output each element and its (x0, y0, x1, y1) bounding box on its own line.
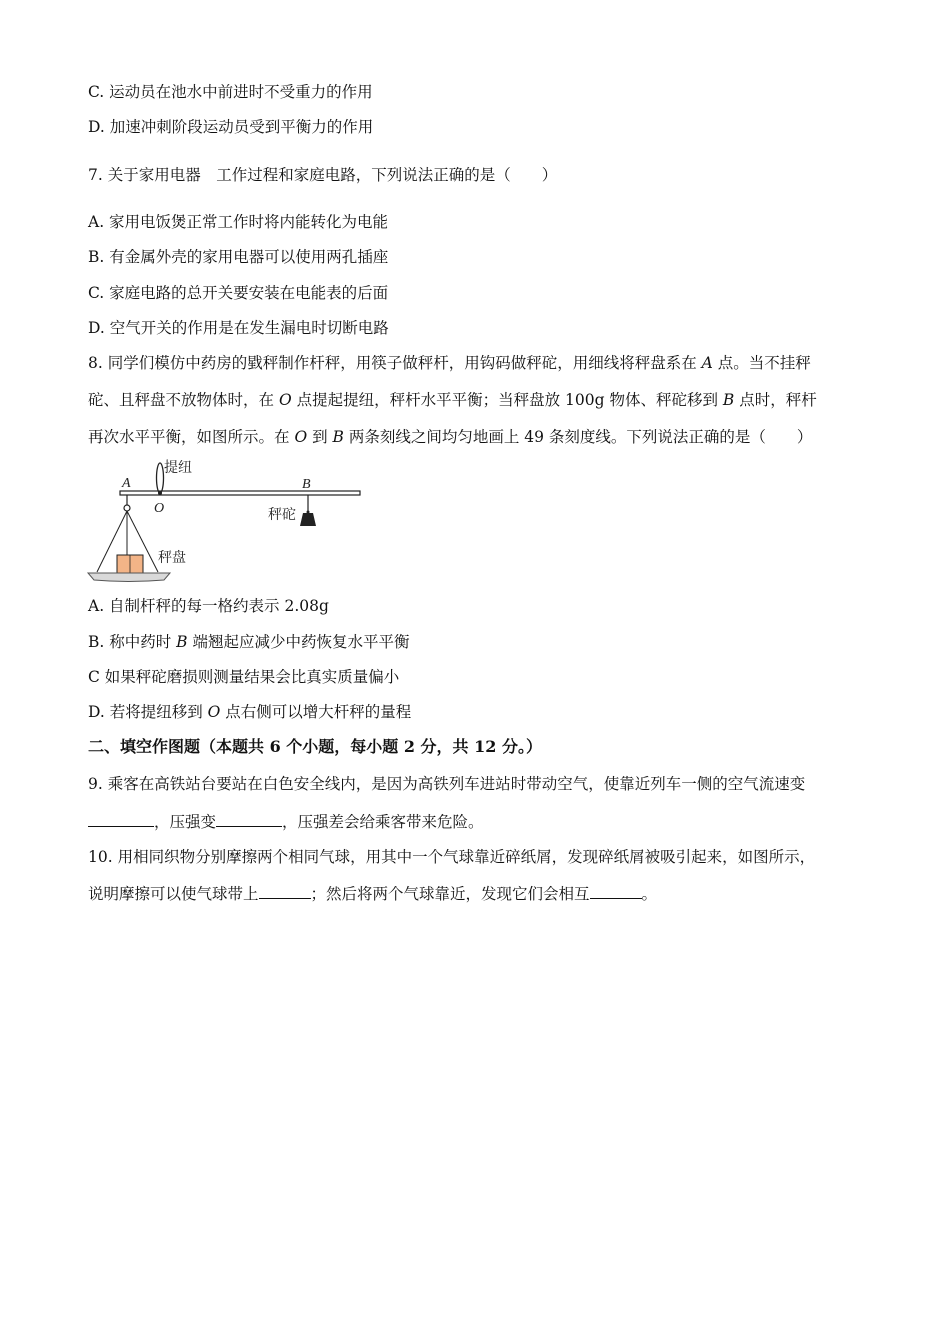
lifting-loop (157, 463, 164, 493)
q8-text: 端翘起应减少中药恢复水平平衡 (187, 633, 410, 651)
q8-option-d (88, 702, 411, 722)
answer-blank[interactable] (590, 884, 642, 899)
section-2-heading: 二、填空作图题（本题共 6 个小题，每小题 2 分，共 12 分。） (88, 737, 542, 756)
q6-option-d: D. 加速冲刺阶段运动员受到平衡力的作用 (88, 118, 374, 136)
q8-text: 再次水平平衡，如图所示。在 (88, 428, 295, 446)
q8-stem-line-2 (88, 390, 817, 410)
q8-var-o: O (278, 391, 292, 409)
scale-pan (88, 573, 170, 582)
q7-stem: 7. 关于家用电器 工作过程和家庭电路，下列说法正确的是（ ） (88, 166, 558, 184)
label-point-a: A (122, 476, 131, 491)
steelyard-figure (84, 456, 374, 586)
q8-text: 8. 同学们模仿中药房的戥秤制作杆秤，用筷子做秤杆，用钩码做秤砣，用细线将秤盘系在 (88, 354, 702, 372)
q8-var-o: O (207, 703, 221, 721)
q7-option-a: A. 家用电饭煲正常工作时将内能转化为电能 (88, 213, 389, 231)
answer-blank[interactable] (259, 884, 311, 899)
q6-option-c: C. 运动员在池水中前进时不受重力的作用 (88, 83, 373, 101)
label-chengtuo: 秤砣 (268, 506, 296, 522)
q10-line-1: 10. 用相同织物分别摩擦两个相同气球，用其中一个气球靠近碎纸屑，发现碎纸屑被吸引起来，如图所示， (88, 848, 816, 866)
q10-text: 。 (641, 885, 658, 903)
q7-option-d: D. 空气开关的作用是在发生漏电时切断电路 (88, 319, 389, 337)
q9-line-1: 9. 乘客在高铁站台要站在白色安全线内，是因为高铁列车进站时带动空气，使靠近列车一侧的空气流速变 (88, 775, 806, 793)
q8-var-b: B (332, 428, 344, 446)
q10-text: ；然后将两个气球靠近，发现它们会相互 (310, 885, 590, 903)
q8-text: 点时，秤杆 (734, 391, 817, 409)
q8-var-a: A (701, 354, 713, 372)
answer-blank[interactable] (216, 812, 282, 827)
q8-text: 点。当不挂秤 (712, 354, 811, 372)
q8-text: 砣、且秤盘不放物体时，在 (88, 391, 279, 409)
q10-text: 说明摩擦可以使气球带上 (88, 885, 259, 903)
label-point-b: B (302, 477, 311, 492)
q8-text: B. 称中药时 (88, 633, 177, 651)
q9-text: ，压强变 (154, 813, 217, 831)
q7-option-c: C. 家庭电路的总开关要安装在电能表的后面 (88, 284, 389, 302)
q8-var-o: O (294, 428, 308, 446)
q8-var-b: B (722, 391, 735, 409)
q8-text: 到 (307, 428, 333, 446)
q8-text: 点提起提纽，秤杆水平平衡；当秤盘放 100g 物体、秤砣移到 (291, 391, 723, 409)
q8-text: 两条刻线之间均匀地画上 49 条刻度线。下列说法正确的是（ ） (343, 428, 813, 446)
q10-line-2 (88, 884, 657, 904)
q8-text: 点右侧可以增大杆秤的量程 (220, 703, 412, 721)
q7-option-b: B. 有金属外壳的家用电器可以使用两孔插座 (88, 248, 389, 266)
answer-blank[interactable] (88, 812, 154, 827)
q8-var-b: B (176, 633, 188, 651)
q9-line-2 (88, 812, 484, 832)
q8-option-a: A. 自制杆秤的每一格约表示 2.08g (88, 597, 329, 615)
steelyard-rod (120, 491, 360, 495)
label-point-o: O (154, 501, 165, 516)
label-chengpan: 秤盘 (158, 549, 186, 565)
pan-hook (124, 505, 130, 511)
q8-stem-line-3 (88, 427, 812, 447)
counterweight (300, 513, 316, 526)
label-tizhu: 提纽 (164, 459, 192, 475)
q8-stem-line-1 (88, 353, 811, 373)
pivot-point-o (158, 491, 162, 495)
q8-option-c: C 如果秤砣磨损则测量结果会比真实质量偏小 (88, 668, 400, 686)
q8-text: D. 若将提纽移到 (88, 703, 208, 721)
q9-text: ，压强差会给乘客带来危险。 (282, 813, 484, 831)
q8-option-b (88, 632, 410, 652)
